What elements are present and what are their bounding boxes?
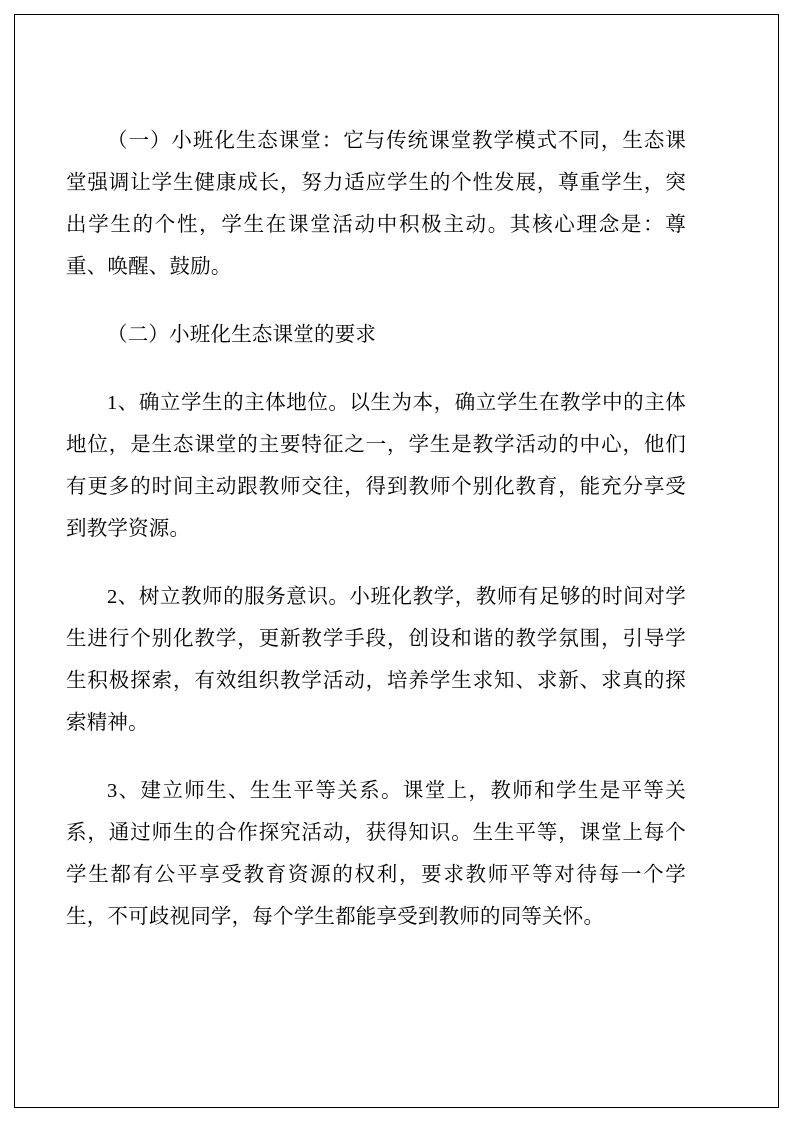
paragraph-3: 1、确立学生的主体地位。以生为本，确立学生在教学中的主体地位，是生态课堂的主要特征之一，学生是教学活动的中心，他们有更多的时间主动跟教师交往，得到教师个别化教育，能充分享受到教学资源。 (66, 392, 686, 540)
paragraph-2: （二）小班化生态课堂的要求 (107, 324, 377, 346)
paragraph-5: 3、建立师生、生生平等关系。课堂上，教师和学生是平等关系，通过师生的合作探究活动，获得知识。生生平等，课堂上每个学生都有公平享受教育资源的权利，要求教师平等对待每一个学生，不可歧视同学，每个学生都能享受到教师的同等关怀。 (66, 780, 686, 928)
paragraph-4: 2、树立教师的服务意识。小班化教学，教师有足够的时间对学生进行个别化教学，更新教学手段，创设和谐的教学氛围，引导学生积极探索，有效组织教学活动，培养学生求知、求新、求真的探索精神。 (66, 586, 686, 734)
paragraph-1: （一）小班化生态课堂：它与传统课堂教学模式不同，生态课堂强调让学生健康成长，努力适应学生的个性发展，尊重学生，突出学生的个性，学生在课堂活动中积极主动。其核心理念是：尊重、唤醒、鼓励。 (66, 130, 686, 278)
document-body (66, 120, 686, 938)
